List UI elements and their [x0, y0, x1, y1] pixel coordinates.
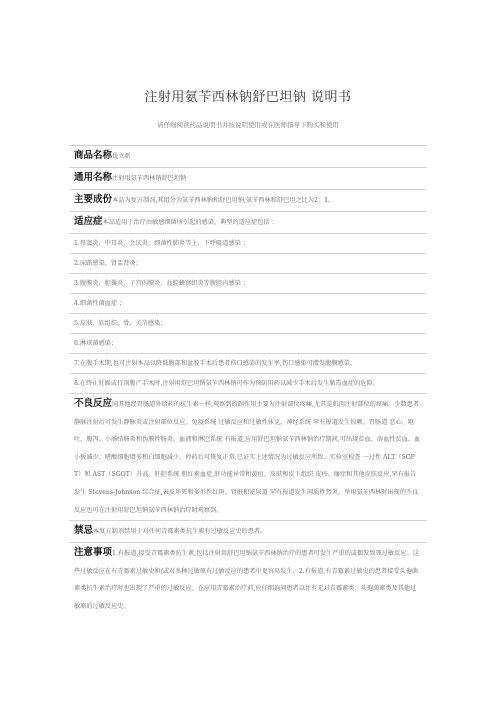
indication-item: 6.淋球菌感染； — [70, 334, 426, 354]
precautions-value: 1.有报道,接受青霉素类抗生素,包括注射用舒巴坦钠氨苄西林钠治疗的患者可发生严重的或偶发致死过敏反应。这些过敏反应在有青霉素过敏史和/或对多种过敏原有过敏反应的患者中更容易发生。2.有报道,有青霉素过敏史的患者接受头孢菌素类抗生素治疗时也出现了严重的过敏反应。在应用青霉素治疗前,应仔细询问患者以往有无对青霉素类、头孢菌素类及其他过敏原的过敏反应史。 — [74, 550, 419, 610]
indications-label: 适应症 — [74, 216, 103, 227]
product-name-label: 商品名称 — [74, 150, 113, 161]
document-title: 注射用氨苄西林钠舒巴坦钠 说明书 — [144, 90, 352, 105]
ingredients-value: 本品为复方制剂,其组分为氨苄西林钠和舒巴坦钠,氨苄西林和舒巴坦之比为2：1。 — [112, 197, 335, 204]
precautions-label: 注意事项 — [74, 547, 113, 559]
adverse-reactions-value: 同其他经胃肠道外给药的抗生素一样,观察到的副作用主要为注射部位疼痛,尤其是肌肉注射部位的疼痛。少数患者静脉注射后可发生静脉炎或注射部位反应。免疫系统 过敏反应和过敏性休克。神经系统 罕有报道发生惊厥。胃肠道 恶心、呕吐、腹泻。小肠结肠炎和伪膜性肠炎。血液和淋巴系统 有报道,应用舒巴坦钠氨苄西林钠治疗期间,可出现贫血、溶血性贫血、血小板减少、嗜酸细胞增多和白细胞减少。停药后可恢复正常,已证实上述情况为过敏反应所致。实验室检查 一过性 ALT（SGPT）和 AST（SGOT）升高。肝胆系统 胆红素血症,肝功能异常和黄疸。皮肤和皮下组织 皮疹、瘙痒和其他皮肤反应,罕有报告发生 Stevens-Johnson 综合征,表皮坏死和多形性红斑。肾脏和泌尿道 罕有报道发生间质性肾炎。单用氨苄西林时出现的不良反应也可在注射用舒巴坦钠氨苄西林钠治疗时观察到。 — [74, 401, 421, 514]
indication-item: 5.皮肤、软组织、骨、关节感染； — [70, 314, 426, 334]
contraindications-label: 禁忌 — [74, 525, 94, 537]
indication-item: 1.鼻窦炎、中耳炎、会厌炎、细菌性肺炎等上、下呼吸道感染 ； — [70, 234, 426, 254]
indications-intro: 本品适用于治疗由敏感细菌所引起的感染，典型的适应症包括 ： — [102, 219, 278, 226]
indication-item: 8.在终止妊娠或行剖腹产手术时,注射用舒巴坦钠氨苄西林钠可作为预防用药以减少手术后发生脓毒血症的危险。 — [70, 374, 426, 394]
drug-info-table — [70, 145, 426, 617]
ingredients-label: 主要成份 — [74, 194, 113, 205]
generic-name-value: 注射用氨苄西林钠舒巴坦钠 — [112, 175, 187, 182]
contraindications-row — [70, 521, 426, 543]
indication-item: 3.腹膜炎、胆囊炎、子宫内膜炎、盆腔蜂窝织炎等腹腔内感染 ； — [70, 274, 426, 294]
contraindications-value: 本复方制剂禁用于对任何青霉素类抗生素有过敏反应史的患者。 — [93, 528, 267, 536]
ingredients-row — [70, 190, 426, 212]
precautions-row — [70, 543, 426, 616]
product-name-row — [70, 146, 426, 168]
product-name-value: 优立新 — [112, 153, 131, 160]
document-subtitle: 请仔细阅读药品说明书并按说明使用或在医师指导下购买和使用 — [157, 121, 339, 129]
indication-item: 2.尿路感染、肾盂肾炎； — [70, 254, 426, 274]
generic-name-row — [70, 168, 426, 190]
indications-row — [70, 212, 426, 234]
adverse-reactions-row — [70, 394, 426, 521]
indication-item: 4.细菌性菌血症 ； — [70, 294, 426, 314]
indication-item: 7.在腹手术期,也可注射本品以降低腹部和盆腔手术后患者伤口感染的发生率,伤口感染可增发腹膜感染。 — [70, 354, 426, 374]
generic-name-label: 通用名称 — [74, 172, 113, 183]
adverse-reactions-label: 不良反应 — [74, 398, 113, 409]
